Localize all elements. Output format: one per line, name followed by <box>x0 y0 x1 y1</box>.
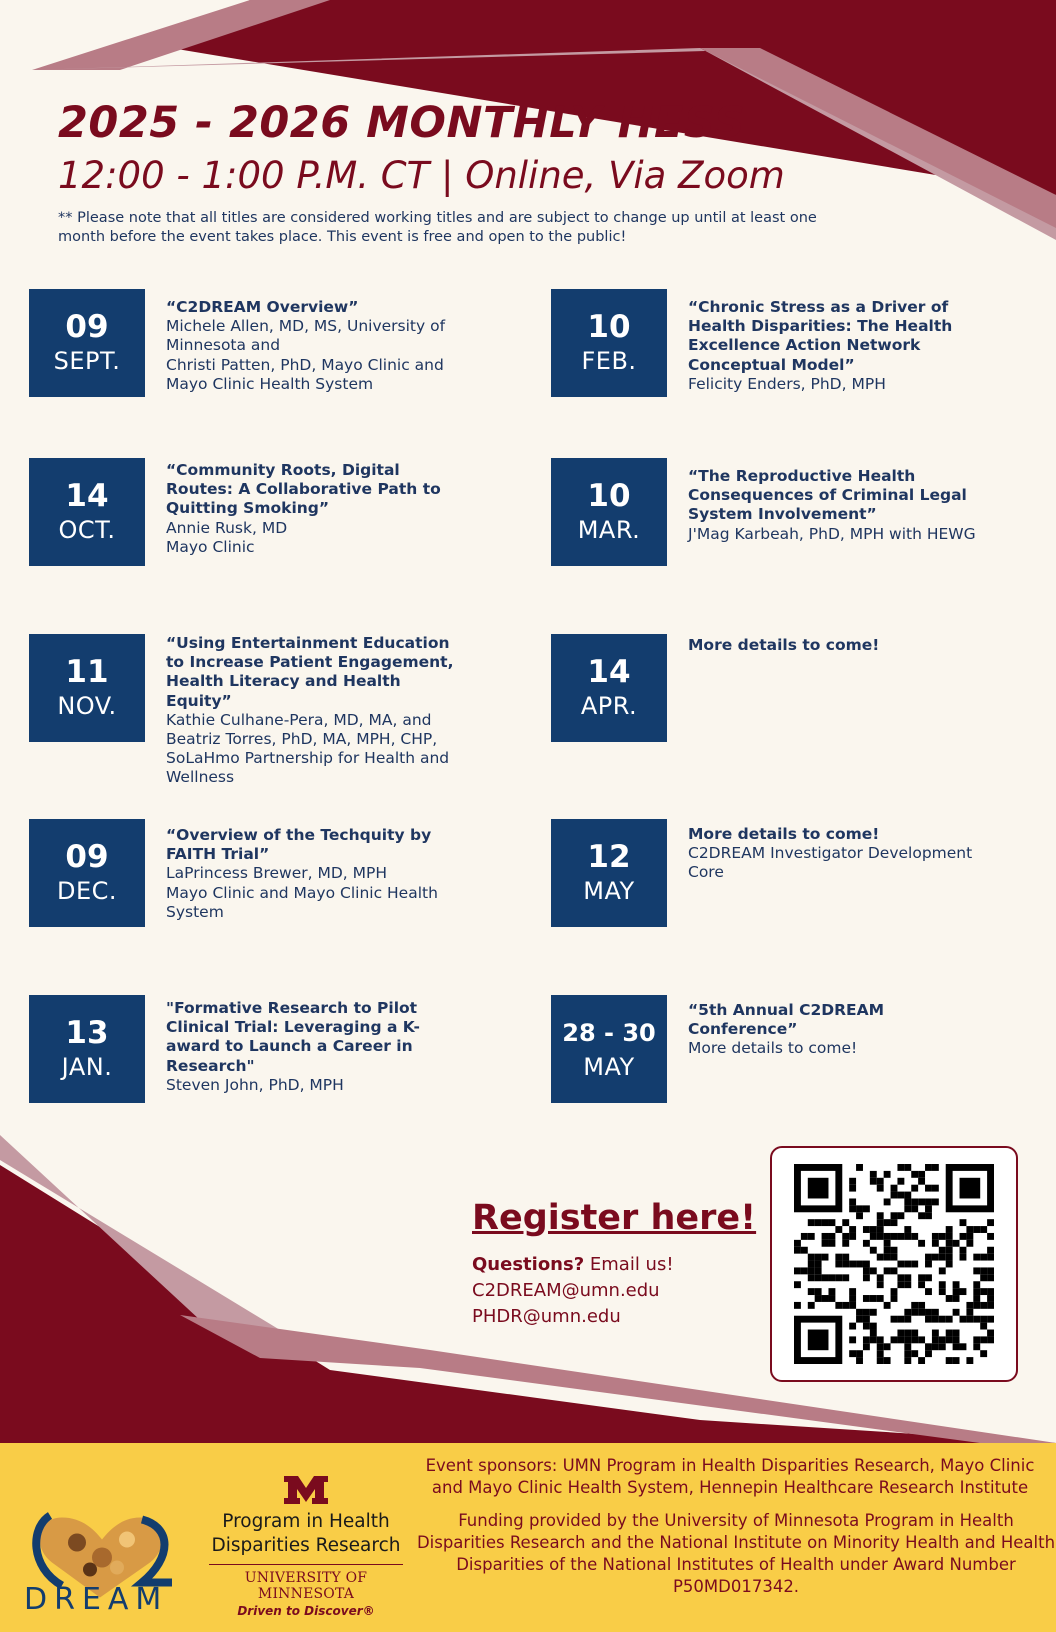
questions-label: Questions? <box>472 1254 585 1275</box>
c2dream-wordmark: DREAM <box>24 1582 169 1617</box>
event-info <box>688 467 993 566</box>
umn-university-name: UNIVERSITY OF MINNESOTA <box>244 1570 368 1602</box>
event-jan <box>29 995 471 1103</box>
event-mar <box>551 458 993 566</box>
event-month: MAY <box>583 877 635 905</box>
event-month: FEB. <box>581 347 637 375</box>
event-month: NOV. <box>57 692 117 720</box>
event-day: 14 <box>587 654 631 690</box>
event-sept <box>29 289 471 397</box>
event-title: More details to come! <box>688 825 880 843</box>
event-speaker: LaPrincess Brewer, MD, MPH <box>166 864 388 883</box>
questions-text: Email us! <box>584 1254 674 1275</box>
date-box <box>551 289 667 397</box>
event-info <box>166 826 471 927</box>
page-subtitle: 12:00 - 1:00 P.M. CT | Online, Via Zoom <box>58 154 785 197</box>
event-month: MAY <box>583 1053 635 1081</box>
qr-code-icon <box>794 1164 994 1364</box>
event-info <box>166 634 471 788</box>
event-month: JAN. <box>61 1053 113 1081</box>
umn-tagline: Driven to Discover® <box>237 1604 375 1618</box>
event-info <box>166 461 471 566</box>
event-title: “Chronic Stress as a Driver of Health Disparities: The Health Excellence Action Network Conceptual Model” <box>688 298 953 374</box>
event-day: 10 <box>587 309 631 345</box>
event-info <box>688 636 993 742</box>
event-day: 09 <box>65 839 109 875</box>
event-feb <box>551 289 993 397</box>
email-phdr[interactable]: PHDR@umn.edu <box>472 1306 621 1327</box>
event-apr <box>551 634 993 742</box>
event-day: 13 <box>65 1015 109 1051</box>
date-box <box>29 289 145 397</box>
event-speaker: Christi Patten, PhD, Mayo Clinic and Mayo Clinic Health System <box>166 355 444 393</box>
event-speaker: J'Mag Karbeah, PhD, MPH with HEWG <box>688 524 976 543</box>
date-box <box>29 634 145 742</box>
event-speaker: Steven John, PhD, MPH <box>166 1075 344 1094</box>
event-title: "Formative Research to Pilot Clinical Trial: Leveraging a K-award to Launch a Career in Research" <box>166 999 420 1075</box>
event-day: 28 - 30 <box>562 1019 656 1047</box>
umn-logo-block <box>205 1476 407 1618</box>
date-box <box>551 995 667 1103</box>
event-title: “C2DREAM Overview” <box>166 298 359 316</box>
event-conference <box>551 995 993 1103</box>
event-info <box>166 298 471 397</box>
event-title: “Overview of the Techquity by FAITH Trial” <box>166 826 432 864</box>
event-info <box>688 825 993 927</box>
event-info <box>688 1001 993 1103</box>
funding-statement: Funding provided by the University of Minnesota Program in Health Disparities Research and the National Institute on Minority Health and Health Disparities of the National Institutes of Health under Award Number P50MD017342. <box>416 1511 1056 1596</box>
header <box>58 98 998 247</box>
event-info <box>166 999 471 1103</box>
qr-code-frame[interactable] <box>770 1146 1018 1382</box>
event-speaker: Annie Rusk, MD <box>166 518 288 537</box>
event-title: “The Reproductive Health Consequences of Criminal Legal System Involvement” <box>688 467 967 524</box>
event-day: 11 <box>65 654 109 690</box>
event-speaker: C2DREAM Investigator Development Core <box>688 844 973 882</box>
event-title: “Community Roots, Digital Routes: A Collaborative Path to Quitting Smoking” <box>166 461 441 518</box>
event-speaker: Mayo Clinic <box>166 537 255 556</box>
event-day: 12 <box>587 839 631 875</box>
register-section <box>472 1198 756 1330</box>
event-month: DEC. <box>56 877 118 905</box>
event-sponsors: Event sponsors: UMN Program in Health Disparities Research, Mayo Clinic and Mayo Clinic Health System, Hennepin Healthcare Research Institute <box>425 1456 1035 1497</box>
event-info <box>688 298 993 397</box>
event-day: 14 <box>65 478 109 514</box>
event-title: “5th Annual C2DREAM Conference” <box>688 1001 885 1039</box>
event-oct <box>29 458 471 566</box>
date-box <box>551 458 667 566</box>
event-speaker: SoLaHmo Partnership for Health and Wellness <box>166 749 450 787</box>
umn-m-logo <box>284 1476 328 1504</box>
event-speaker: Beatriz Torres, PhD, MA, MPH, CHP, <box>166 730 438 749</box>
event-title: “Using Entertainment Education to Increase Patient Engagement, Health Literacy and Health Equity” <box>166 634 454 710</box>
event-day: 09 <box>65 309 109 345</box>
event-speaker: Felicity Enders, PhD, MPH <box>688 374 886 393</box>
page-title: 2025 - 2026 MONTHLY HESS <box>58 98 746 148</box>
event-nov <box>29 634 471 788</box>
questions-line <box>472 1252 756 1278</box>
date-box <box>29 995 145 1103</box>
event-month: MAR. <box>577 516 641 544</box>
umn-divider <box>209 1564 403 1565</box>
disclaimer-note: ** Please note that all titles are considered working titles and are subject to change up until at least one month before the event takes place. This event is free and open to the public! <box>58 210 817 245</box>
event-may <box>551 819 993 927</box>
contact-info <box>472 1252 756 1330</box>
date-box <box>29 458 145 566</box>
umn-program-name: Program in Health Disparities Research <box>211 1511 401 1556</box>
email-c2dream[interactable]: C2DREAM@umn.edu <box>472 1280 660 1301</box>
event-speaker: Kathie Culhane-Pera, MD, MA, and <box>166 710 432 729</box>
event-speaker: Michele Allen, MD, MS, University of Minnesota and <box>166 317 446 355</box>
event-speaker: More details to come! <box>688 1039 858 1058</box>
event-title: More details to come! <box>688 636 880 654</box>
register-link[interactable]: Register here! <box>472 1198 757 1238</box>
date-box <box>551 634 667 742</box>
event-day: 10 <box>587 478 631 514</box>
event-month: OCT. <box>58 516 116 544</box>
event-dec <box>29 819 471 927</box>
date-box <box>29 819 145 927</box>
event-speaker: Mayo Clinic and Mayo Clinic Health System <box>166 883 438 921</box>
event-month: SEPT. <box>53 347 121 375</box>
event-month: APR. <box>580 692 638 720</box>
date-box <box>551 819 667 927</box>
